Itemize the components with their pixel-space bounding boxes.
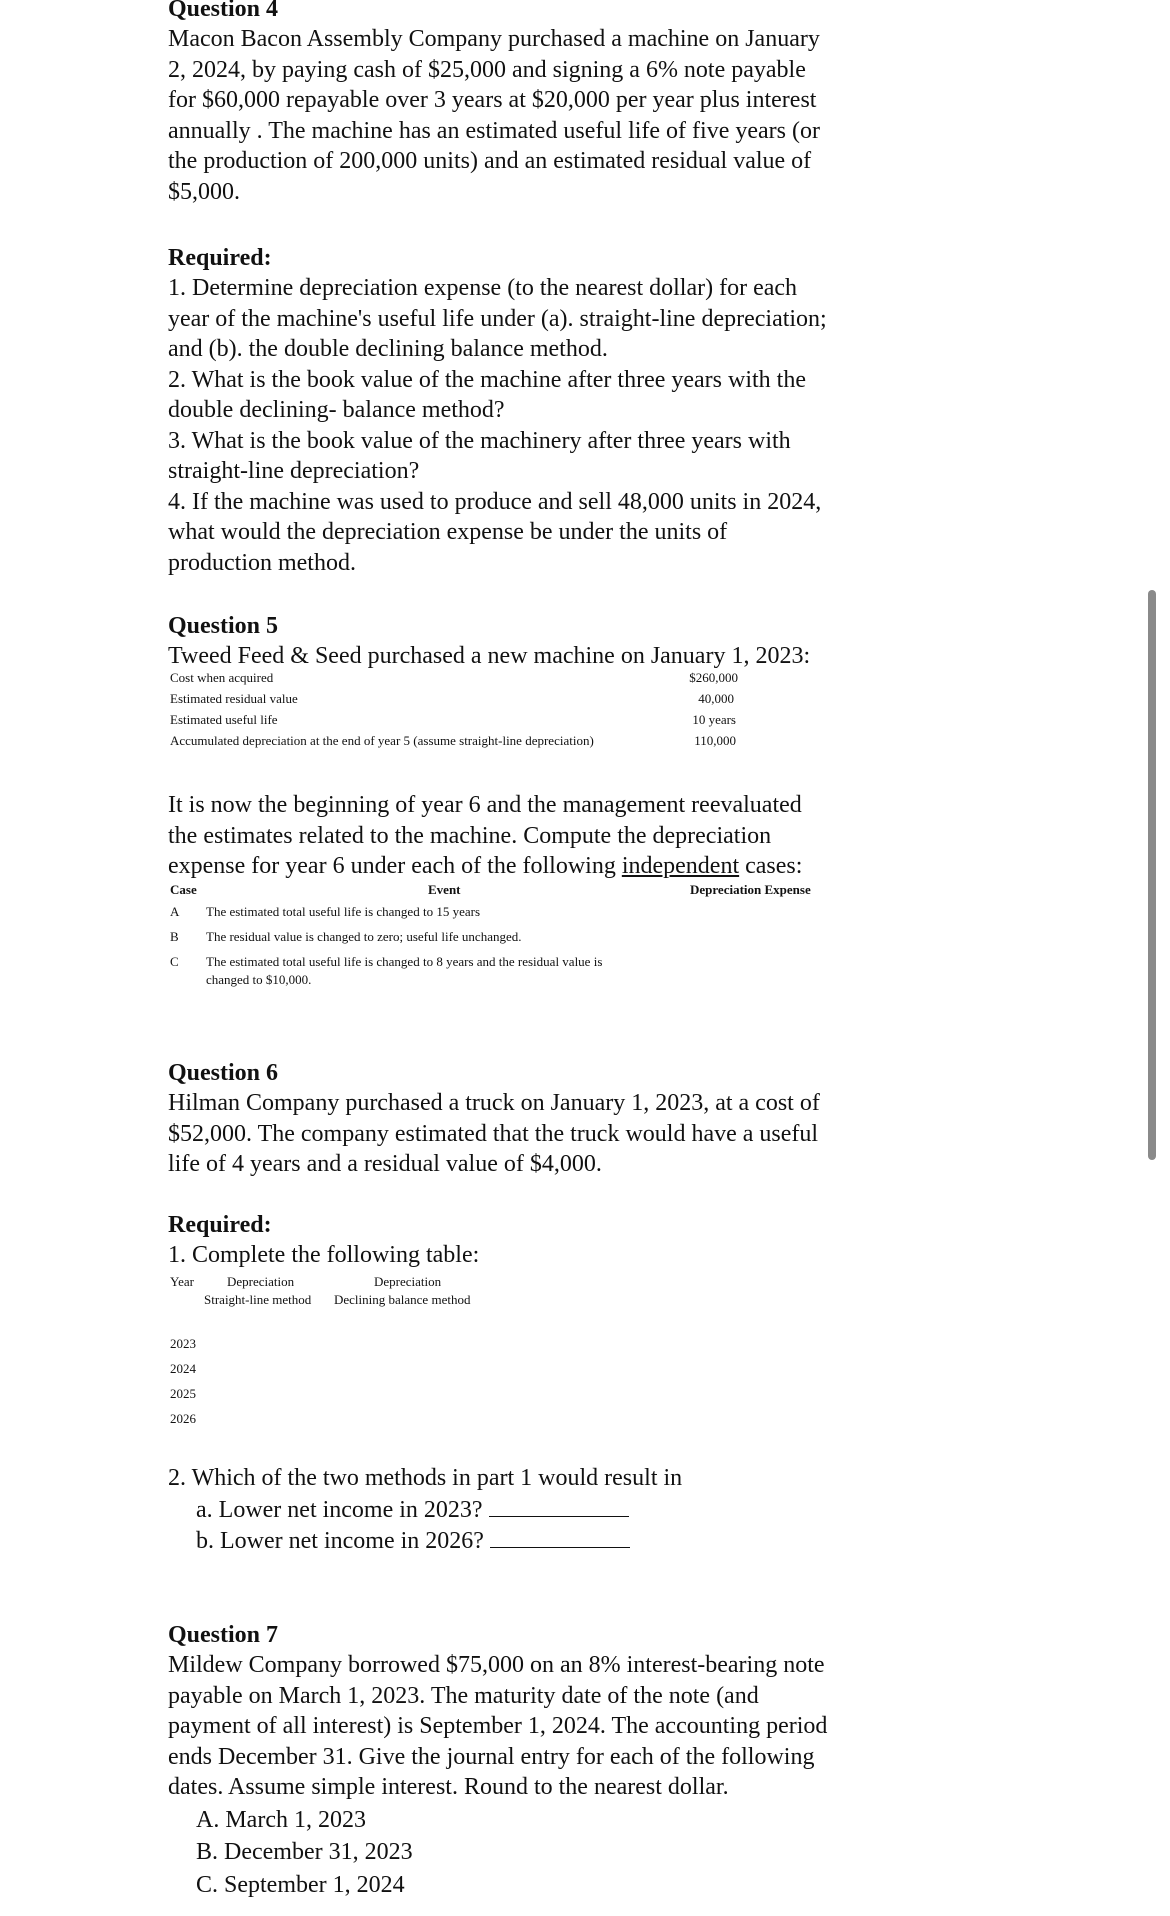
question-4-title: Question 4 [168,0,279,22]
q7-line: Mildew Company borrowed $75,000 on an 8% interest-bearing note [168,1652,825,1678]
answer-blank-2a[interactable] [489,1494,629,1517]
year-cell: 2023 [170,1336,196,1351]
q7-line: dates. Assume simple interest. Round to the nearest dollar. [168,1774,729,1800]
fact-label: Accumulated depreciation at the end of year 5 (assume straight-line depreciation) [170,733,594,748]
question-6-title: Question 6 [168,1060,279,1086]
case-event: The estimated total useful life is changed to 8 years and the residual value is [206,954,603,969]
q6-line: Hilman Company purchased a truck on January 1, 2023, at a cost of [168,1090,820,1116]
question-7 [168,1620,928,1900]
answer-blank-2b[interactable] [490,1525,630,1548]
year-cell: 2026 [170,1411,196,1426]
q4-line: 2, 2024, by paying cash of $25,000 and signing a 6% note payable [168,56,806,83]
q4-item-line: year of the machine's useful life under (a). straight-line depreciation; [168,305,827,332]
q6-item-1: 1. Complete the following table: [168,1242,480,1268]
q4-required-label: Required: [168,245,272,271]
q7-line: ends December 31. Give the journal entry for each of the following [168,1743,815,1770]
header-depreciation-2: Depreciation [374,1274,442,1289]
q7-date: C. September 1, 2024 [196,1871,405,1898]
vertical-scrollbar[interactable] [1148,590,1156,1160]
fact-value: $260,000 [689,670,738,685]
fact-value: 10 years [692,712,736,727]
q6-item-2: 2. Which of the two methods in part 1 would result in [168,1465,683,1491]
q5-intro: Tweed Feed & Seed purchased a new machine on January 1, 2023: [168,643,811,669]
header-event: Event [428,882,461,897]
year-cell: 2025 [170,1386,196,1401]
independent-underlined: independent [621,853,740,879]
fact-label: Estimated residual value [170,691,298,706]
q7-line: payment of all interest) is September 1, 2024. The accounting period [168,1713,828,1739]
q6-item-2a-text: a. Lower net income in 2023? [196,1496,483,1523]
question-5-title: Question 5 [168,613,279,639]
q5-line: the estimates related to the machine. Compute the depreciation [168,822,772,849]
q5-line: It is now the beginning of year 6 and the management reevaluated [168,792,802,818]
case-letter: B [170,929,179,944]
q6-line: life of 4 years and a residual value of $4,000. [168,1151,602,1177]
case-letter: C [170,954,179,969]
q4-item-line: double declining- balance method? [168,397,505,423]
question-4 [168,0,820,207]
q4-item-line: what would the depreciation expense be under the units of [168,519,728,545]
q4-line: $5,000. [168,178,240,205]
q4-item-line: 3. What is the book value of the machinery after three years with [168,427,791,454]
q4-item-line: production method. [168,549,356,576]
fact-row [170,668,738,689]
q4-line: annually . The machine has an estimated useful life of five years (or [168,117,820,144]
q6-item-2b [168,1525,908,1557]
fact-label: Cost when acquired [170,670,274,685]
q6-required-label: Required: [168,1212,272,1238]
header-method-2: Declining balance method [334,1292,471,1307]
q6-question-2 [168,1463,908,1557]
fact-row [170,731,736,752]
header-year: Year [170,1274,194,1289]
q7-date: B. December 31, 2023 [196,1839,413,1865]
q4-item-line: 1. Determine depreciation expense (to the nearest dollar) for each [168,275,798,301]
header-depreciation-1: Depreciation [227,1274,295,1289]
q4-item-line: straight-line depreciation? [168,458,420,484]
q4-item-line: and (b). the double declining balance method. [168,336,608,362]
q5-line-suffix: cases: [739,853,803,879]
case-letter: A [170,904,180,919]
question-6 [168,1058,908,1180]
q4-line: Macon Bacon Assembly Company purchased a machine on January [168,26,820,52]
q6-item-2b-text: b. Lower net income in 2026? [196,1528,484,1554]
q6-line: $52,000. The company estimated that the truck would have a useful [168,1120,819,1147]
case-event: changed to $10,000. [206,972,312,987]
header-method-1: Straight-line method [204,1292,312,1307]
case-event: The estimated total useful life is changed to 15 years [206,904,480,919]
q5-cases-table [170,882,850,992]
year-cell: 2024 [170,1361,196,1376]
q7-line: payable on March 1, 2023. The maturity date of the note (and [168,1682,759,1709]
fact-row [170,689,734,710]
q4-item-line: 4. If the machine was used to produce and sell 48,000 units in 2024, [168,488,822,515]
q6-required [168,1210,908,1271]
q5-line-last [168,851,908,882]
fact-value: 40,000 [698,691,734,706]
q5-body [168,790,908,882]
header-expense: Depreciation Expense [690,882,811,897]
fact-value: 110,000 [694,733,736,748]
question-7-title: Question 7 [168,1622,279,1648]
q4-line: for $60,000 repayable over 3 years at $20,000 per year plus interest [168,87,817,113]
question-5 [168,611,908,672]
q4-required [168,243,908,578]
q7-date: A. March 1, 2023 [196,1806,366,1833]
header-case: Case [170,882,197,897]
fact-row [170,710,736,731]
q4-line: the production of 200,000 units) and an estimated residual value of [168,148,812,174]
q6-item-2a [168,1494,908,1526]
fact-label: Estimated useful life [170,712,278,727]
q6-table [170,1274,570,1434]
case-event: The residual value is changed to zero; useful life unchanged. [206,929,522,944]
q5-facts-table [170,668,738,752]
q4-item-line: 2. What is the book value of the machine after three years with the [168,366,806,393]
q5-line-prefix: expense for year 6 under each of the following [168,853,622,879]
